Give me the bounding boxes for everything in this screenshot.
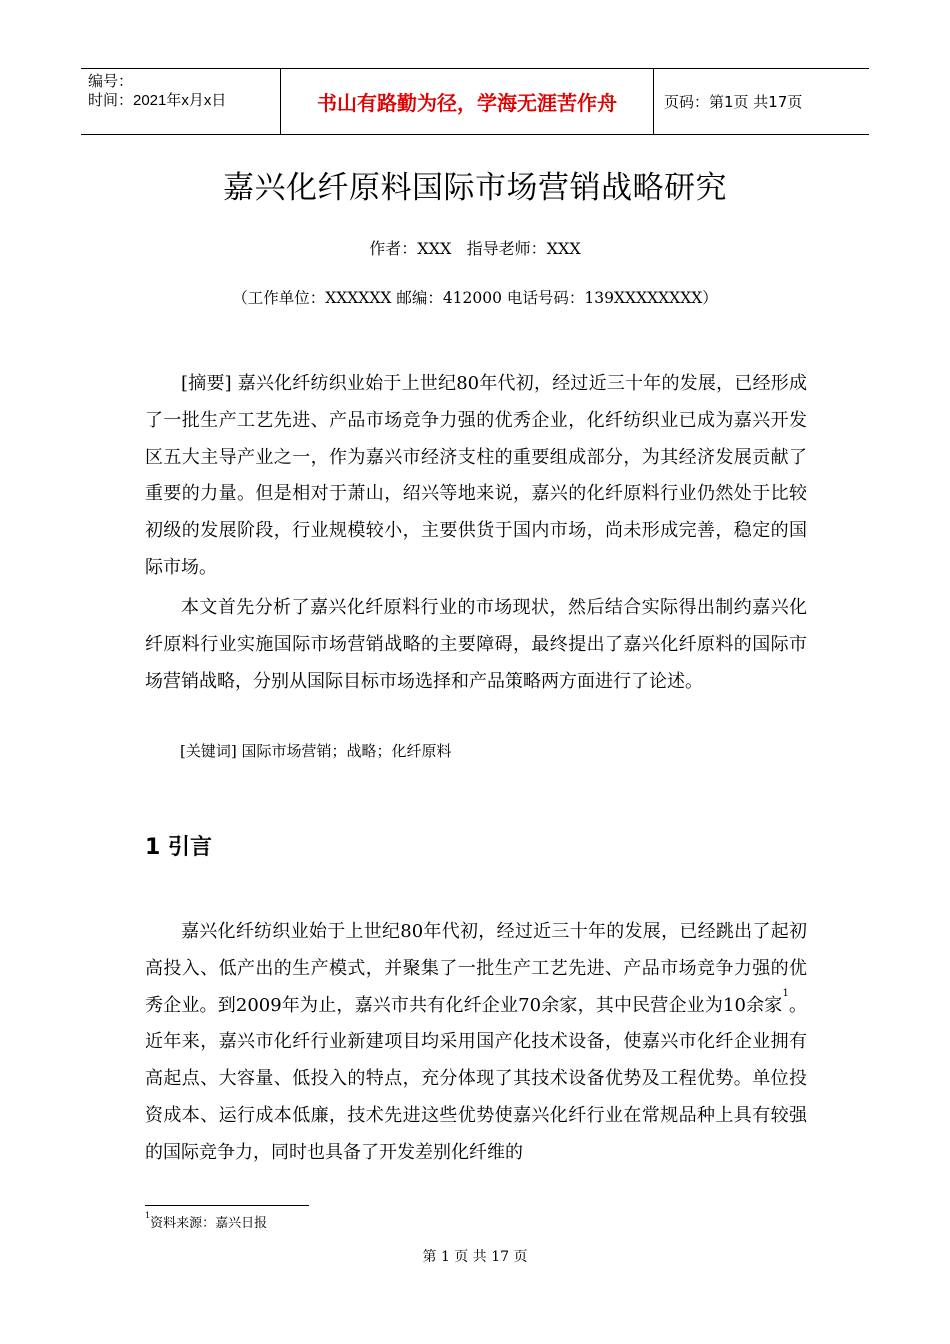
introduction-paragraph	[145, 914, 807, 1172]
footnote-text: 资料来源：嘉兴日报	[150, 1216, 268, 1231]
work-unit-line: （工作单位：XXXXXX 邮编：412000 电话号码：139XXXXXXXX）	[232, 289, 718, 307]
abstract-paragraph-2: 本文首先分析了嘉兴化纤原料行业的市场现状，然后结合实际得出制约嘉兴化纤原料行业实施国际市场营销战略的主要障碍，最终提出了嘉兴化纤原料的国际市场营销战略，分别从国际目标市场选择和产品策略两方面进行了论述。	[145, 597, 807, 692]
section-heading-introduction: 1 引言	[145, 835, 212, 860]
page-header-table	[81, 68, 869, 135]
document-title: 嘉兴化纤原料国际市场营销战略研究	[223, 170, 727, 206]
author-line: 作者：XXX 指导老师：XXX	[369, 239, 581, 258]
footnote	[145, 1212, 267, 1231]
abstract-paragraph-1: [摘要] 嘉兴化纤纺织业始于上世纪80年代初，经过近三十年的发展，已经形成了一批生产工艺先进、产品市场竞争力强的优秀企业，化纤纺织业已成为嘉兴开发区五大主导产业之一，作为嘉兴市经济支柱的重要组成部分，为其经济发展贡献了重要的力量。但是相对于萧山，绍兴等地来说，嘉兴的化纤原料行业仍然处于比较初级的发展阶段，行业规模较小，主要供货于国内市场，尚未形成完善，稳定的国际市场。	[145, 373, 807, 578]
intro-text-part-2: 。近年来，嘉兴市化纤行业新建项目均采用国产化技术设备，使嘉兴市化纤企业拥有高起点、大容量、低投入的特点，充分体现了其技术设备优势及工程优势。单位投资成本、运行成本低廉，技术先进这些优势使嘉兴化纤行业在常规品种上具有较强的国际竞争力，同时也具备了开发差别化纤维的	[145, 994, 807, 1163]
header-meta-cell	[81, 69, 281, 134]
page-footer: 第 1 页 共 17 页	[422, 1249, 528, 1265]
footnote-reference[interactable]: 1	[782, 987, 789, 999]
header-motto: 书山有路勤为径，学海无涯苦作舟	[281, 69, 654, 134]
keywords-line: [关键词] 国际市场营销；战略；化纤原料	[180, 742, 452, 760]
footnote-mark: 1	[145, 1211, 151, 1220]
footnote-divider	[145, 1205, 309, 1206]
intro-text-part-1: 嘉兴化纤纺织业始于上世纪80年代初，经过近三十年的发展，已经跳出了起初高投入、低产出的生产模式，并聚集了一批生产工艺先进、产品市场竞争力强的优秀企业。到2009年为止，嘉兴市共有化纤企业70余家，其中民营企业为10余家	[145, 921, 807, 1016]
doc-date: 时间：2021年x月x日	[88, 92, 227, 109]
doc-code-label: 编号：	[88, 73, 134, 90]
header-page-info: 页码：第1页 共17页	[664, 93, 803, 111]
